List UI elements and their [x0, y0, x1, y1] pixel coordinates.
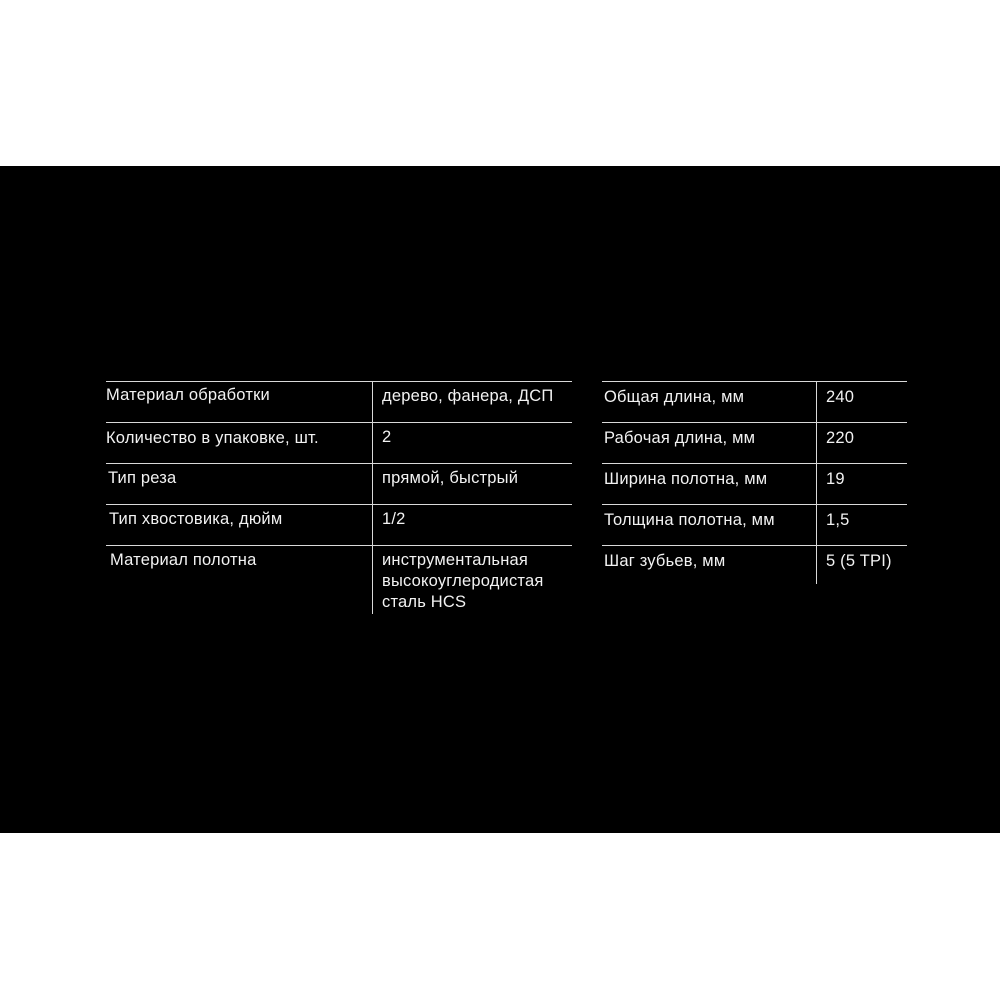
spec-value: прямой, быстрый	[373, 464, 573, 505]
table-row	[602, 505, 907, 546]
spec-table-right	[602, 381, 907, 584]
spec-value: 1/2	[373, 505, 573, 546]
table-row	[106, 464, 572, 505]
spec-label: Шаг зубьев, мм	[602, 546, 817, 584]
spec-value: 2	[373, 423, 573, 464]
spec-label: Общая длина, мм	[602, 382, 817, 423]
table-row	[602, 546, 907, 584]
spec-label: Тип реза	[106, 464, 373, 505]
spec-label: Толщина полотна, мм	[602, 505, 817, 546]
table-row	[602, 464, 907, 505]
spec-value-multiline	[373, 546, 573, 614]
spec-value-line: инструментальная	[382, 551, 529, 569]
spec-value: 5 (5 TPI)	[817, 546, 908, 584]
spec-value: 220	[817, 423, 908, 464]
spec-value: дерево, фанера, ДСП	[373, 382, 573, 423]
spec-label: Количество в упаковке, шт.	[106, 423, 373, 464]
spec-label: Материал обработки	[106, 382, 373, 423]
spec-value: 19	[817, 464, 908, 505]
spec-label: Ширина полотна, мм	[602, 464, 817, 505]
spec-table-left	[106, 381, 572, 614]
table-row	[106, 423, 572, 464]
table-row	[106, 505, 572, 546]
table-row	[602, 423, 907, 464]
spec-label: Тип хвостовика, дюйм	[106, 505, 373, 546]
spec-value-line: сталь HCS	[382, 593, 467, 611]
spec-label: Материал полотна	[106, 546, 373, 614]
table-row	[106, 546, 572, 614]
spec-value: 240	[817, 382, 908, 423]
spec-value-line: высокоуглеродистая	[382, 572, 544, 590]
table-row	[106, 382, 572, 423]
spec-value: 1,5	[817, 505, 908, 546]
spec-label: Рабочая длина, мм	[602, 423, 817, 464]
table-row	[602, 382, 907, 423]
